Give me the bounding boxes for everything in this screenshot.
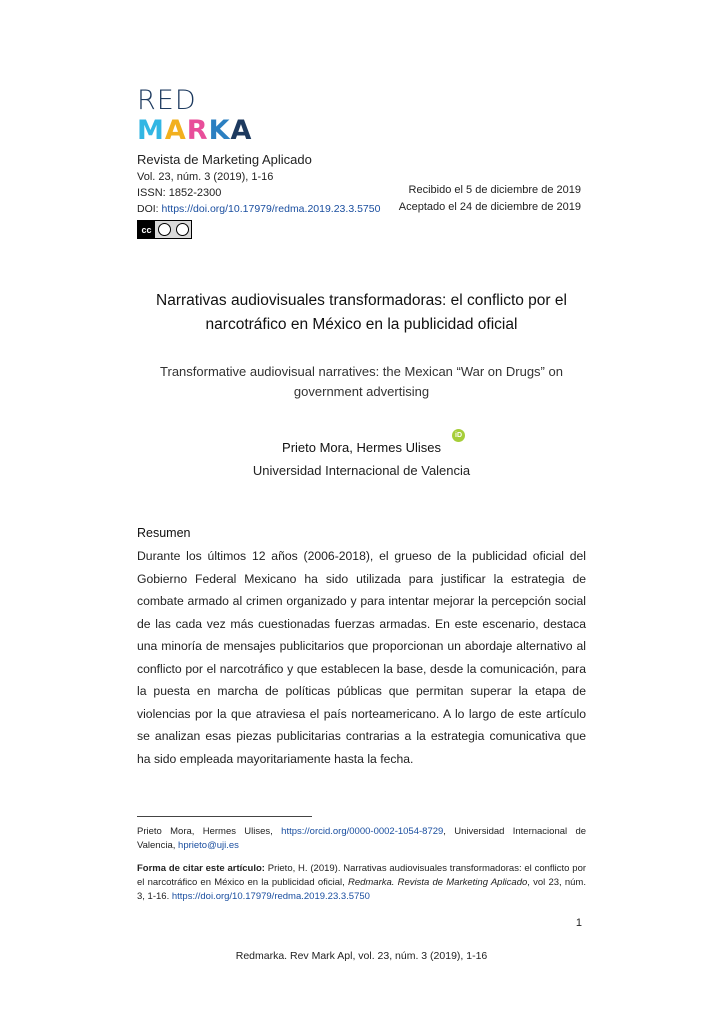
author-footnote: Prieto Mora, Hermes Ulises, https://orcid.org/0000-0002-1054-8729, Universidad Internacional de Valencia, hprieto@uji.es	[137, 826, 587, 851]
logo-line-marka	[137, 116, 252, 146]
journal-logo	[137, 86, 252, 146]
sa-icon	[176, 223, 189, 236]
logo-line-red: RED	[137, 85, 197, 116]
submission-dates	[399, 182, 581, 216]
citation-journal: Redmarka. Revista de Marketing Aplicado	[347, 877, 528, 888]
received-date: Recibido el 5 de diciembre de 2019	[408, 184, 581, 196]
logo-letter: R	[186, 115, 209, 146]
journal-doi	[137, 201, 380, 217]
cc-icon: cc	[138, 221, 155, 238]
citation-doi-link[interactable]: https://doi.org/10.17979/redma.2019.23.3.5750	[171, 891, 370, 902]
logo-letter: A	[164, 115, 187, 146]
author-name: Prieto Mora, Hermes Ulises	[282, 440, 441, 455]
article-title-spanish: Narrativas audiovisuales transformadoras: el conflicto por el narcotráfico en México en la publicidad oficial	[156, 292, 567, 333]
accepted-date: Aceptado el 24 de diciembre de 2019	[398, 201, 581, 213]
citation-label: Forma de citar este artículo:	[137, 863, 265, 874]
by-icon	[158, 223, 171, 236]
creative-commons-license-icon[interactable]	[137, 220, 192, 239]
author-affiliation: Universidad Internacional de Valencia	[252, 463, 471, 478]
journal-meta	[137, 151, 380, 217]
email-link[interactable]: hprieto@uji.es	[178, 840, 239, 851]
journal-name: Revista de Marketing Aplicado	[137, 152, 312, 167]
logo-letter: M	[137, 115, 165, 146]
article-title-english: Transformative audiovisual narratives: the Mexican “War on Drugs” on government advertising	[160, 364, 563, 399]
logo-letter: K	[208, 115, 231, 146]
page-number: 1	[575, 917, 582, 929]
abstract-heading: Resumen	[137, 526, 191, 540]
journal-issn: ISSN: 1852-2300	[137, 187, 222, 199]
abstract-body: Durante los últimos 12 años (2006-2018), el grueso de la publicidad oficial del Gobierno Federal Mexicano ha sido utilizada para justificar la estrategia de combate armado al crimen organizado y para intentar mejorar la percepción social de las cada vez más cuestionadas fuerzas armadas. En este escenario, destaca una minoría de mensajes publicitarios que proporcionan un abordaje alternativo al conflicto por el narcotráfico y que establecen la base, desde la comunicación, para la puesta en marcha de políticas públicas que permitan superar la etapa de violencias por la que atraviesa el país norteamericano. A lo largo de este artículo se analizan esas piezas publicitarias contrarias a la estrategia comunicativa que ha sido empleada mayoritariamente hasta la fecha.	[137, 549, 586, 766]
orcid-icon[interactable]: iD	[452, 429, 465, 442]
logo-letter: A	[230, 115, 253, 146]
doi-label: DOI:	[137, 203, 159, 215]
doi-link[interactable]: https://doi.org/10.17979/redma.2019.23.3.5750	[161, 203, 381, 215]
running-footer: Redmarka. Rev Mark Apl, vol. 23, núm. 3 (2019), 1-16	[235, 950, 488, 962]
journal-volume: Vol. 23, núm. 3 (2019), 1-16	[137, 171, 274, 183]
citation-footnote: Forma de citar este artículo: Prieto, H. (2019). Narrativas audiovisuales transformadoras: el conflicto por el narcotráfico en México en la publicidad oficial, Redmarka. Revista de Marketing Aplicado, vol 23, núm. 3, 1-16. https://doi.org/10.17979/redma.2019.23.3.5750	[137, 863, 587, 902]
orcid-link[interactable]: https://orcid.org/0000-0002-1054-8729	[281, 826, 444, 837]
footnote-divider	[137, 816, 312, 817]
